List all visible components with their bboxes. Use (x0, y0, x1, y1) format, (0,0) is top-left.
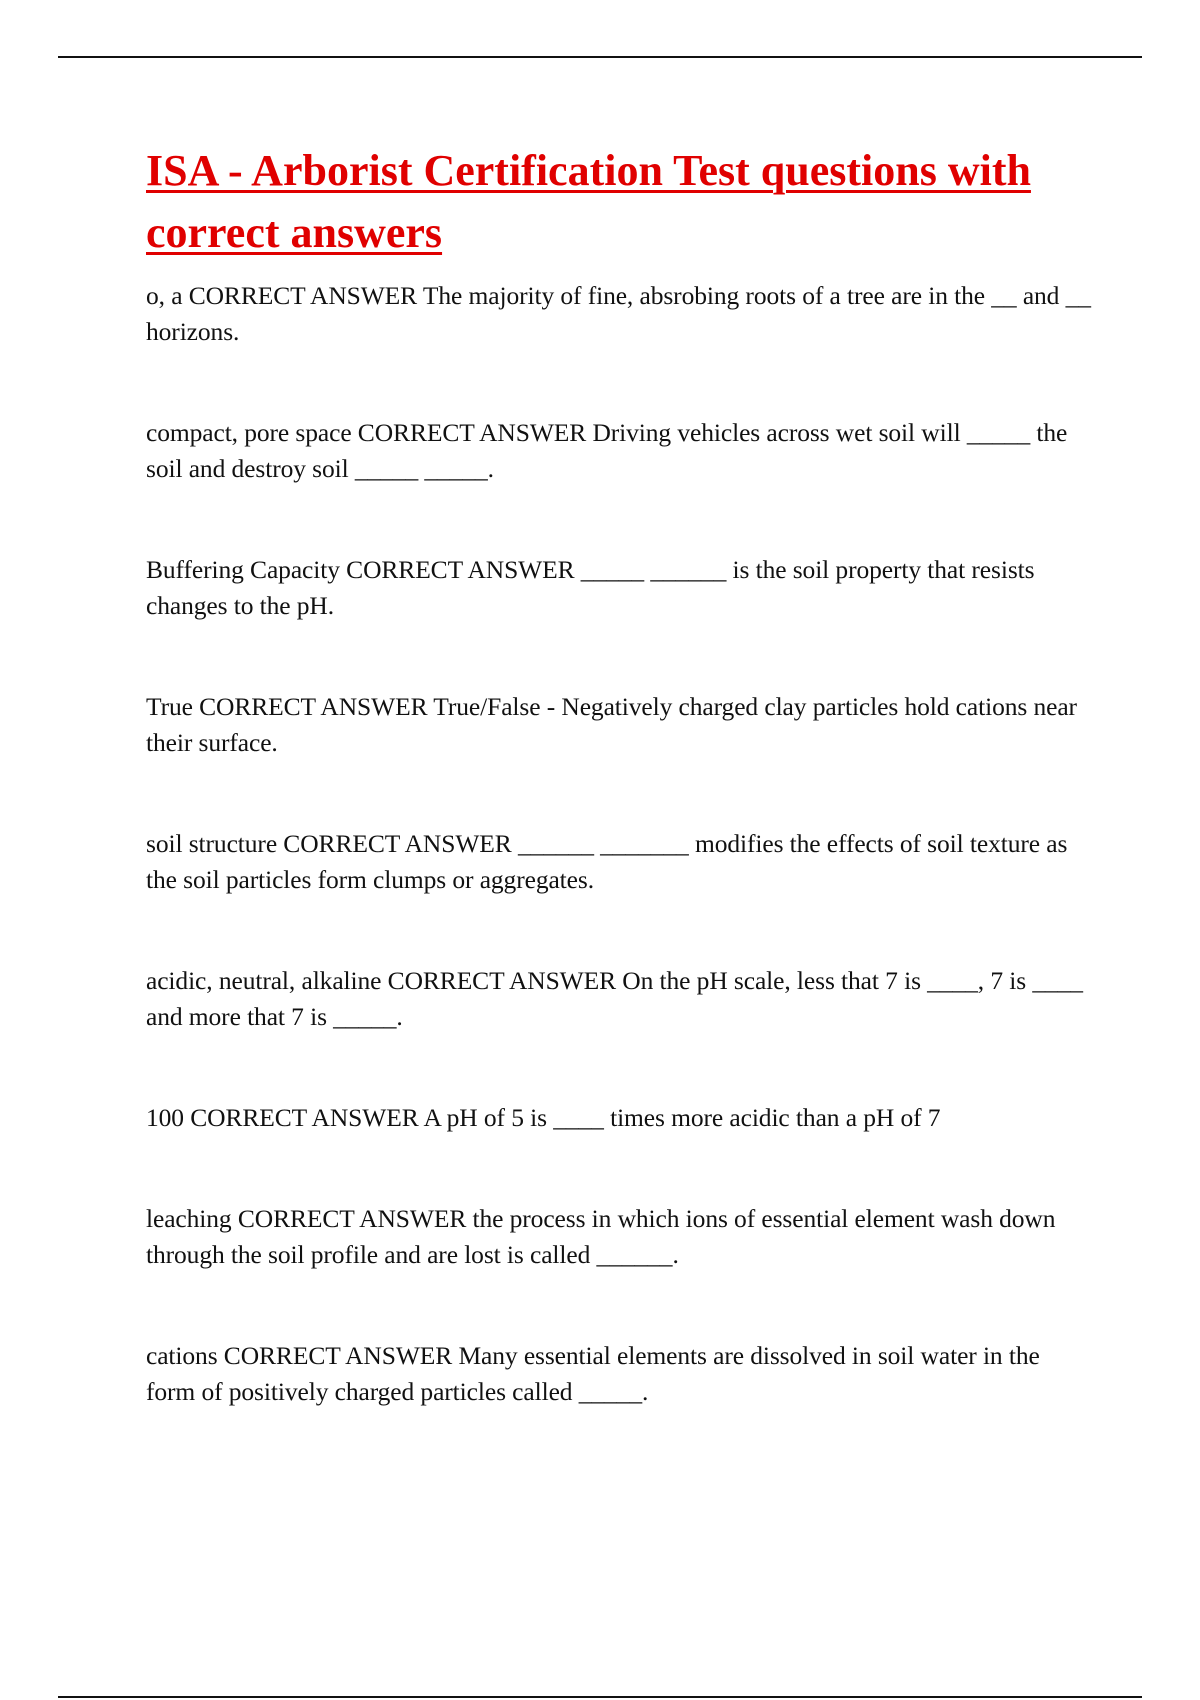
qa-item: acidic, neutral, alkaline CORRECT ANSWER On the pH scale, less that 7 is ____, 7 is ____ and more that 7 is _____. (146, 966, 1083, 1031)
qa-item: Buffering Capacity CORRECT ANSWER _____ ______ is the soil property that resists changes to the pH. (146, 555, 1035, 620)
bottom-rule (58, 1696, 1142, 1698)
qa-list (146, 278, 1094, 1410)
qa-item: 100 CORRECT ANSWER A pH of 5 is ____ times more acidic than a pH of 7 (146, 1103, 941, 1132)
document-body (146, 140, 1094, 1475)
qa-item: cations CORRECT ANSWER Many essential elements are dissolved in soil water in the form of positively charged particles called _____. (146, 1341, 1040, 1406)
qa-item: o, a CORRECT ANSWER The majority of fine, absrobing roots of a tree are in the __ and __ horizons. (146, 281, 1091, 346)
document-title: ISA - Arborist Certification Test questions with correct answers (146, 146, 1031, 257)
qa-item: soil structure CORRECT ANSWER ______ _______ modifies the effects of soil texture as the soil particles form clumps or aggregates. (146, 829, 1068, 894)
qa-item: True CORRECT ANSWER True/False - Negatively charged clay particles hold cations near their surface. (146, 692, 1077, 757)
qa-item: compact, pore space CORRECT ANSWER Driving vehicles across wet soil will _____ the soil and destroy soil _____ _____. (146, 418, 1068, 483)
qa-item: leaching CORRECT ANSWER the process in which ions of essential element wash down through the soil profile and are lost is called ______. (146, 1204, 1056, 1269)
top-rule (58, 56, 1142, 58)
